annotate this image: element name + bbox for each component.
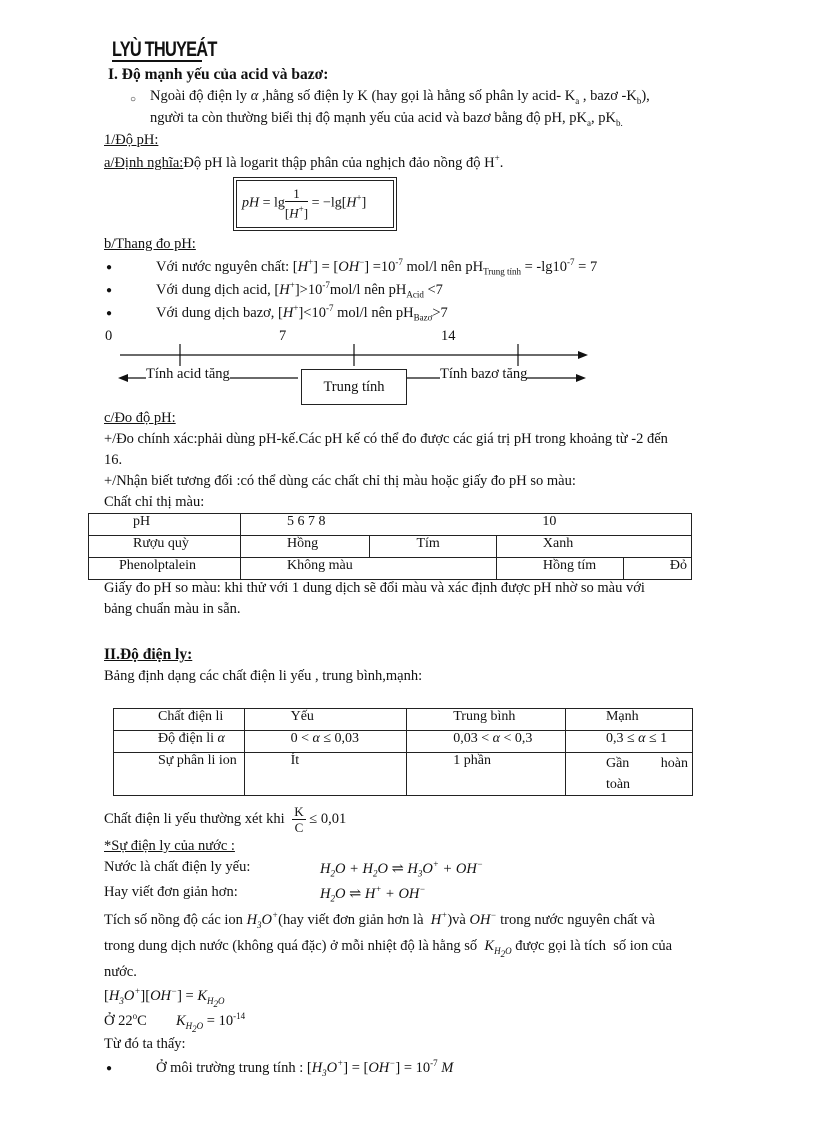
axis-label-14: 14 xyxy=(441,328,456,344)
measure-line-1: +/Đo chính xác:phải dùng pH-kế.Các pH kế có thể đo được các giá trị pH trong khoảng từ -2 đến xyxy=(104,431,668,447)
table-row xyxy=(89,514,692,536)
indicator-title: Chất chỉ thị màu: xyxy=(104,494,205,510)
table-cell: Hồng tím xyxy=(496,558,623,580)
water-equation-1: $H_2O + H_2O$ ⇌ $H_3O^+ + OH^-$ xyxy=(320,859,483,879)
logo-underline xyxy=(112,60,202,62)
table-cell-line: toàn xyxy=(605,777,631,792)
measure-line-2: 16. xyxy=(104,452,123,468)
paper-line-1: Giấy đo pH so màu: khi thử với 1 dung dịch sẽ đổi màu và xác định được pH nhờ so màu với xyxy=(104,580,645,596)
paper-line-2: bảng chuẩn màu in sẵn. xyxy=(104,601,241,617)
section-2-heading: II.Độ điện ly: xyxy=(104,646,193,663)
weak-condition-tail: ≤ 0,01 xyxy=(309,810,347,827)
table-cell: Mạnh xyxy=(565,709,692,731)
axis-label-7: 7 xyxy=(279,328,287,344)
axis-label-0: 0 xyxy=(105,328,113,344)
table-cell: Phenolptalein xyxy=(89,558,241,580)
table-cell: Không màu xyxy=(241,558,497,580)
intro-line-1: Ngoài độ điện ly α ,hằng số điện ly K (hay gọi là hằng số phân ly acid- $K_a$ , bazơ $-K_b$), xyxy=(150,88,650,106)
base-increase-label: Tính bazơ tăng xyxy=(440,366,528,382)
indicator-table xyxy=(88,513,692,580)
product-line-3: nước. xyxy=(104,964,137,980)
measure-line-3: +/Nhận biết tương đối :có thể dùng các chất chỉ thị màu hoặc giấy đo pH so màu: xyxy=(104,473,576,489)
electrolyte-table xyxy=(113,708,693,796)
table-cell: Hồng xyxy=(241,536,370,558)
scale-title: b/Thang đo pH: xyxy=(104,236,196,252)
table-cell: Độ điện li α xyxy=(114,731,245,753)
table-cell: Sự phân li ion xyxy=(114,753,245,796)
table-cell: 5 6 7 8 xyxy=(241,514,497,536)
water-line-1-label: Nước là chất điện ly yếu: xyxy=(104,859,251,875)
neutral-box: Trung tính xyxy=(301,369,407,405)
table-row xyxy=(114,753,693,796)
kw-equation: $[H_3O^+][OH^-] = K_{H_2O}$ xyxy=(104,986,225,1009)
bullet-icon: ● xyxy=(106,285,113,296)
water-title: *Sự điện ly của nước : xyxy=(104,838,235,854)
table-cell: Yếu xyxy=(244,709,407,731)
scale-item-1: Với nước nguyên chất: $[H^+] = [OH^-] =10^{-7}$ mol/l nên $pH_{Trung tính} = -\lg 10^{-7} = 7$ xyxy=(156,257,598,277)
intro-line-2: người ta còn thường biểi thị độ mạnh yếu của acid và bazơ bằng độ pH, $pK_a$, $pK_{b.}$ xyxy=(150,110,623,128)
k-over-c-fraction: $\frac{K}{C}$ xyxy=(294,804,304,835)
bullet-icon: ● xyxy=(106,1063,113,1074)
table-cell: Rượu quỳ xyxy=(89,536,241,558)
product-line-1: Tích số nồng độ các ion $H_3O^+(hay$ viết đơn giản hơn là H+)và OH− trong nước nguyên chất và xyxy=(104,910,655,930)
table-cell: Trung bình xyxy=(407,709,566,731)
definition-line: a/Định nghĩa:Độ pH là logarit thập phân của nghịch đảo nồng độ H+. xyxy=(104,153,504,171)
table-row xyxy=(89,558,692,580)
conclusion-line: Từ đó ta thấy: xyxy=(104,1036,186,1052)
table-cell: pH xyxy=(89,514,241,536)
weak-condition xyxy=(104,804,346,835)
table-row xyxy=(89,536,692,558)
weak-condition-text: Chất điện li yếu thường xét khi xyxy=(104,810,285,827)
bullet-icon: ● xyxy=(106,262,113,273)
measure-title: c/Đo độ pH: xyxy=(104,410,176,426)
table-cell: Xanh xyxy=(496,536,691,558)
table-cell xyxy=(565,753,692,796)
bullet-icon: ● xyxy=(106,308,113,319)
table-cell: 0,3 ≤ α ≤ 1 xyxy=(565,731,692,753)
circle-bullet-icon: ○ xyxy=(130,94,137,105)
neutral-medium-item: Ở môi trường trung tính : $[H_3O^+] = [OH^-] = 10^{-7}$ M xyxy=(156,1058,454,1078)
scale-item-2: Với dung dịch acid, $[H^+]>10^{-7}mol/l$ nên $pH_{Acid} <7$ xyxy=(156,280,443,300)
water-line-2-label: Hay viết đơn giản hơn: xyxy=(104,884,238,900)
table-cell: 1 phần xyxy=(407,753,566,796)
table-cell: 0,03 < α < 0,3 xyxy=(407,731,566,753)
ph-title: 1/Độ pH: xyxy=(104,132,159,148)
table-cell: Tím xyxy=(370,536,496,558)
kw-value: $K_{H_2O} = 10^{-14}$ xyxy=(176,1011,246,1034)
table-cell: Ít xyxy=(244,753,407,796)
table-row xyxy=(114,709,693,731)
kw-temperature: Ở 22$^o$C xyxy=(104,1011,147,1029)
section-1-heading: I. Độ mạnh yếu của acid và bazơ: xyxy=(108,66,329,83)
section-2-intro: Bảng định dạng các chất điện li yếu , trung bình,mạnh: xyxy=(104,668,423,684)
water-equation-2: $H_2O$ ⇌ H+ + OH− xyxy=(320,884,426,904)
ph-formula: pH = lg $\frac{1}{[H^+]}$ = −lg[H+] xyxy=(242,186,367,221)
table-cell: 0 < α ≤ 0,03 xyxy=(244,731,407,753)
table-cell: 10 xyxy=(496,514,691,536)
acid-increase-label: Tính acid tăng xyxy=(146,366,230,382)
logo-title: LYÙ THUYEÁT xyxy=(112,38,217,61)
table-row xyxy=(114,731,693,753)
table-cell: Chất điện li xyxy=(114,709,245,731)
product-line-2: trong dung dịch nước (không quá đặc) ở mỗi nhiệt độ là hằng số $K_{H_2O}$ được gọi là tích số ion của xyxy=(104,938,673,959)
table-cell-line: Gần hoàn xyxy=(605,756,688,771)
scale-item-3: Với dung dịch bazơ, $[H^+]<10^{-7}$ mol/l nên $pH_{Bazơ}>7$ xyxy=(156,303,448,323)
table-cell: Đỏ xyxy=(623,558,691,580)
